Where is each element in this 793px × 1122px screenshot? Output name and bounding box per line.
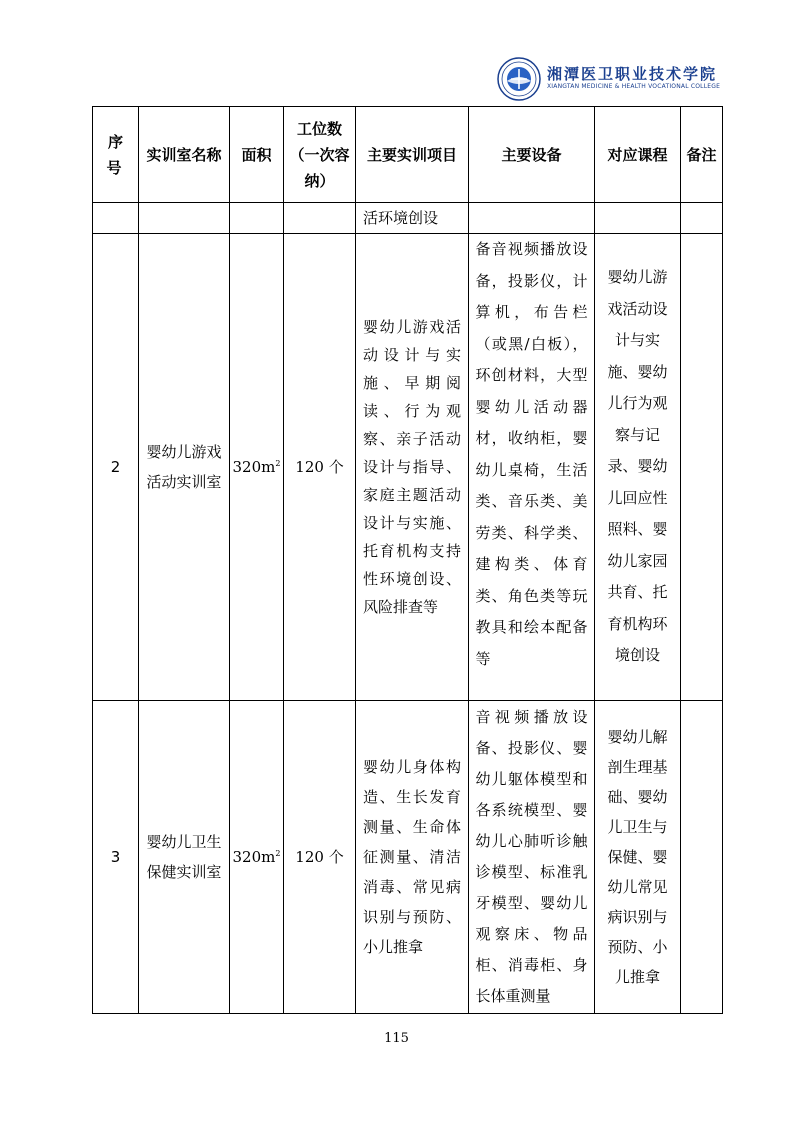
table-row: [93, 234, 723, 701]
row-stations: 120 个: [284, 701, 356, 1014]
row-equipment: 备音视频播放设备，投影仪，计算机，布告栏（或黑/白板），环创材料，大型婴幼儿活动器材，收纳柜，婴幼儿桌椅，生活类、音乐类、美劳类、科学类、建构类、体育类、角色类等玩教具和绘本配备等: [469, 234, 595, 701]
row-area: $320m^2$: [230, 701, 284, 1014]
row-remarks: [681, 701, 723, 1014]
training-room-table: [92, 106, 723, 1014]
row-projects: 婴幼儿游戏活动设计与实施、早期阅读、行为观察、亲子活动设计与指导、家庭主题活动设计与实施、托育机构支持性环境创设、风险排查等: [356, 234, 469, 701]
row-no: 3: [93, 701, 139, 1014]
header-row: [93, 107, 723, 203]
continuation-row: [93, 203, 723, 234]
page-number: 115: [384, 1031, 409, 1046]
header-stations: 工位数（一次容纳）: [284, 107, 356, 203]
row-courses: 婴幼儿解剖生理基础、婴幼儿卫生与保健、婴幼儿常见病识别与预防、小儿推拿: [595, 701, 681, 1014]
header-projects: 主要实训项目: [356, 107, 469, 203]
row-projects: 婴幼儿身体构造、生长发育测量、生命体征测量、清洁消毒、常见病识别与预防、小儿推拿: [356, 701, 469, 1014]
header-area: 面积: [230, 107, 284, 203]
school-name-en: XIANGTAN MEDICINE & HEALTH VOCATIONAL COLLEGE: [547, 83, 721, 90]
header-remarks: 备注: [681, 107, 723, 203]
school-name-cn: 湘潭医卫职业技术学院: [547, 65, 718, 83]
school-emblem-icon: [497, 57, 541, 101]
row-no: 2: [93, 234, 139, 701]
header-courses: 对应课程: [595, 107, 681, 203]
table-row: [93, 701, 723, 1014]
row-equipment: 音视频播放设备、投影仪、婴幼儿躯体模型和各系统模型、婴幼儿心肺听诊触诊模型、标准乳牙模型、婴幼儿观察床、物品柜、消毒柜、身长体重测量: [469, 701, 595, 1014]
continuation-projects: 活环境创设: [356, 203, 469, 234]
row-name: 婴幼儿游戏活动实训室: [139, 234, 230, 701]
row-area: $320m^2$: [230, 234, 284, 701]
row-stations: 120 个: [284, 234, 356, 701]
row-remarks: [681, 234, 723, 701]
header-name: 实训室名称: [139, 107, 230, 203]
row-name: 婴幼儿卫生保健实训室: [139, 701, 230, 1014]
school-logo: [497, 57, 721, 101]
header-equipment: 主要设备: [469, 107, 595, 203]
header-no: 序号: [93, 107, 139, 203]
row-courses: 婴幼儿游戏活动设计与实施、婴幼儿行为观察与记录、婴幼儿回应性照料、婴幼儿家园共育、托育机构环境创设: [595, 234, 681, 701]
